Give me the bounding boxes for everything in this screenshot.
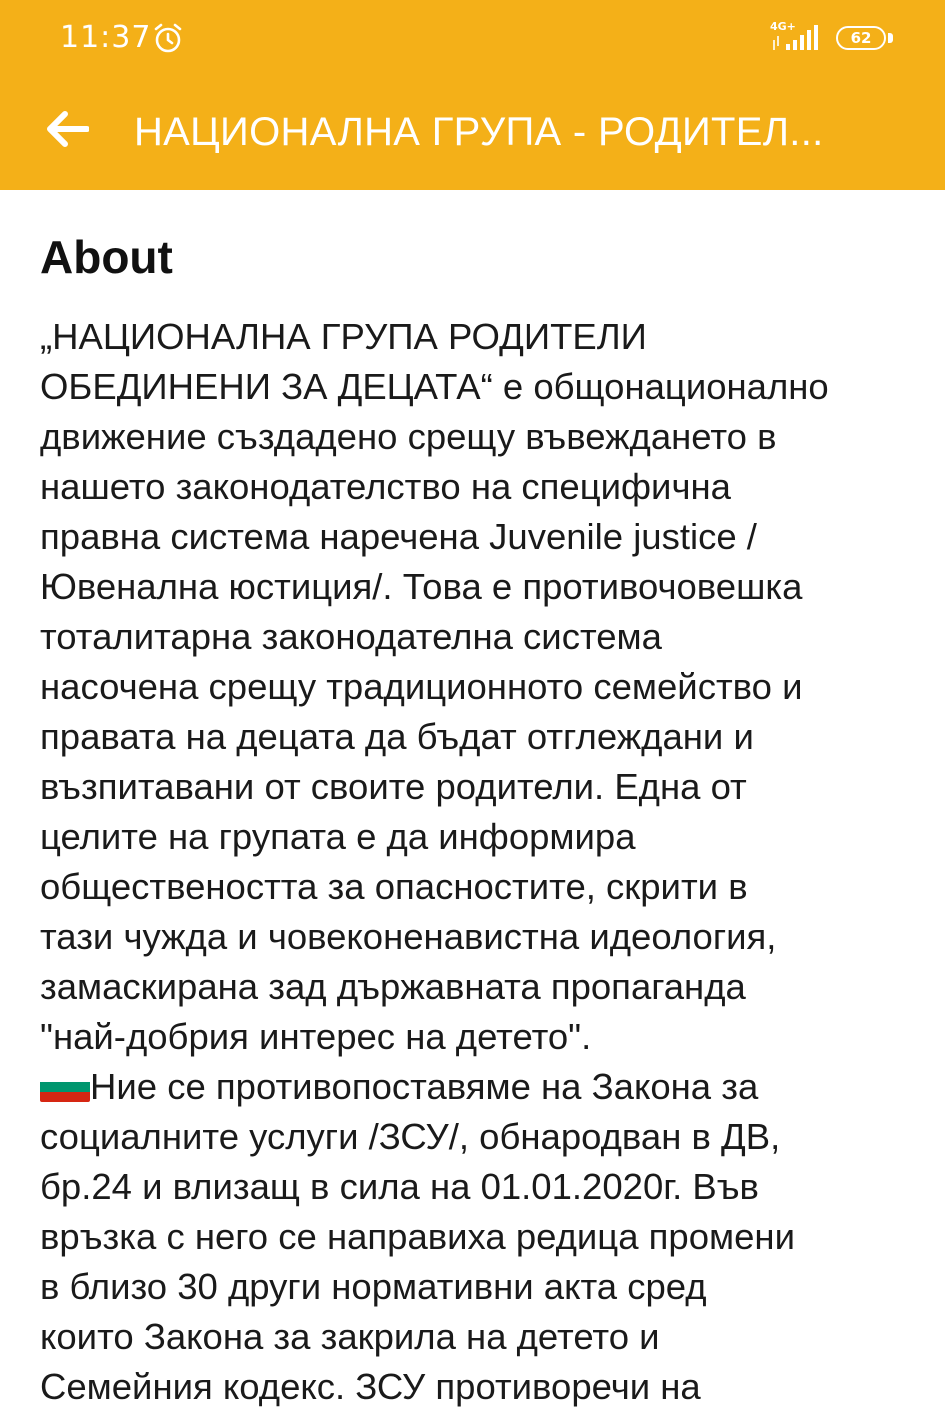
battery-level: 62 xyxy=(850,29,872,47)
status-bar xyxy=(0,0,945,80)
battery-icon xyxy=(836,26,886,50)
page-title: НАЦИОНАЛНА ГРУПА - РОДИТЕЛ... xyxy=(134,110,824,154)
battery-nub xyxy=(888,33,893,43)
cellular-signal-icon xyxy=(770,22,824,54)
about-heading: About xyxy=(40,231,173,283)
alarm-clock-icon xyxy=(152,22,184,54)
app-header xyxy=(0,0,945,190)
about-paragraph-2: Ние се противопоставяме на Закона за социалните услуги /ЗСУ/, обнародван в ДВ, бр.24 и влизащ в сила на 01.01.2020г. Във връзка с него се направиха редица промени в близо 30 други нормативни акта сред които Закона за закрила на детето и Семейния кодекс. ЗСУ противоречи на xyxy=(40,1066,795,1407)
bulgarian-flag-icon xyxy=(40,1072,90,1102)
back-button[interactable] xyxy=(36,100,98,162)
status-time: 11:37 xyxy=(60,20,152,55)
about-text xyxy=(40,312,920,1412)
back-arrow-icon xyxy=(45,111,89,152)
flag-stripe-white xyxy=(40,1072,90,1082)
about-paragraph-1: „НАЦИОНАЛНА ГРУПА РОДИТЕЛИ ОБЕДИНЕНИ ЗА ДЕЦАТА“ е общонационално движение създадено срещу въвеждането в нашето законодателство на специфична правна система наречена Juvenile justice / Ювенална юстиция/. Това е противочовешка тоталитарна законодателна система насочена срещу традиционното семейство и правата на децата да бъдат отглеждани и възпитавани от своите родители. Една от целите на групата е да информира обществеността за опасностите, скрити в тази чужда и човеконенавистна идеология, замаскирана зад държавната пропаганда "най-добрия интерес на детето". xyxy=(40,316,829,1057)
about-section xyxy=(40,222,920,1412)
flag-stripe-red xyxy=(40,1092,90,1102)
network-type-label: 4G+ xyxy=(770,20,796,33)
flag-stripe-green xyxy=(40,1082,90,1092)
